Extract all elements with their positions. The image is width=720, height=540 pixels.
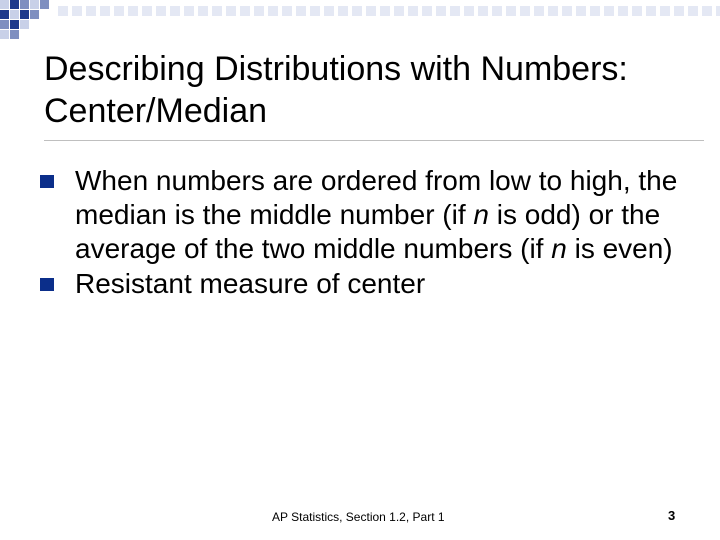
decorative-square-pattern xyxy=(0,0,720,40)
decorative-square xyxy=(688,6,698,16)
slide-title: Describing Distributions with Numbers: Center/Median xyxy=(44,50,628,130)
square-bullet-icon xyxy=(40,278,54,291)
decorative-square xyxy=(10,20,19,29)
square-bullet-icon xyxy=(40,175,54,188)
decorative-square xyxy=(618,6,628,16)
decorative-square xyxy=(240,6,250,16)
decorative-square xyxy=(296,6,306,16)
decorative-square xyxy=(58,6,68,16)
decorative-square xyxy=(10,30,19,39)
decorative-square xyxy=(0,10,9,19)
decorative-square xyxy=(10,10,19,19)
decorative-square xyxy=(100,6,110,16)
decorative-square xyxy=(128,6,138,16)
decorative-square xyxy=(660,6,670,16)
decorative-square xyxy=(86,6,96,16)
decorative-square xyxy=(562,6,572,16)
slide-number: 3 xyxy=(668,508,676,523)
decorative-square xyxy=(0,20,9,29)
decorative-square xyxy=(646,6,656,16)
decorative-square xyxy=(198,6,208,16)
decorative-square xyxy=(10,0,19,9)
title-divider xyxy=(44,140,704,141)
decorative-square xyxy=(0,30,9,39)
decorative-square xyxy=(20,0,29,9)
decorative-square xyxy=(366,6,376,16)
decorative-square xyxy=(20,20,29,29)
decorative-square xyxy=(590,6,600,16)
decorative-square xyxy=(184,6,194,16)
decorative-square xyxy=(450,6,460,16)
footer-text: AP Statistics, Section 1.2, Part 1 xyxy=(272,510,445,524)
decorative-square xyxy=(142,6,152,16)
decorative-square xyxy=(156,6,166,16)
decorative-square xyxy=(282,6,292,16)
decorative-square xyxy=(394,6,404,16)
decorative-square xyxy=(478,6,488,16)
decorative-square xyxy=(632,6,642,16)
decorative-square xyxy=(30,10,39,19)
decorative-square xyxy=(40,0,49,9)
bullet-text-italic: n xyxy=(551,233,567,264)
decorative-square xyxy=(408,6,418,16)
decorative-square xyxy=(72,6,82,16)
decorative-square xyxy=(534,6,544,16)
bullet-text-segment: is even) xyxy=(566,233,673,264)
decorative-square xyxy=(352,6,362,16)
bullet-text-segment: When numbers are ordered from low to high, the median is the middle number (if xyxy=(75,165,678,230)
bullet-item xyxy=(40,267,680,301)
decorative-square xyxy=(520,6,530,16)
decorative-square xyxy=(716,6,720,16)
decorative-square xyxy=(310,6,320,16)
decorative-square xyxy=(548,6,558,16)
decorative-square xyxy=(422,6,432,16)
decorative-square xyxy=(492,6,502,16)
decorative-square xyxy=(30,0,39,9)
decorative-square xyxy=(170,6,180,16)
decorative-square xyxy=(324,6,334,16)
bullet-text xyxy=(75,165,677,264)
decorative-square xyxy=(226,6,236,16)
decorative-square xyxy=(464,6,474,16)
decorative-square xyxy=(604,6,614,16)
bullet-text: Resistant measure of center xyxy=(75,268,426,299)
decorative-square xyxy=(576,6,586,16)
decorative-square xyxy=(674,6,684,16)
bullet-item xyxy=(40,164,680,266)
decorative-square xyxy=(212,6,222,16)
decorative-square xyxy=(436,6,446,16)
decorative-square xyxy=(268,6,278,16)
bullet-text-segment: is odd) or the average of the two middle numbers (if xyxy=(75,199,661,264)
decorative-square xyxy=(506,6,516,16)
bullet-list xyxy=(40,164,680,302)
decorative-square xyxy=(114,6,124,16)
decorative-square xyxy=(380,6,390,16)
decorative-square xyxy=(702,6,712,16)
bullet-text-italic: n xyxy=(473,199,489,230)
decorative-square xyxy=(0,0,9,9)
decorative-square xyxy=(338,6,348,16)
decorative-square xyxy=(254,6,264,16)
decorative-square xyxy=(20,10,29,19)
